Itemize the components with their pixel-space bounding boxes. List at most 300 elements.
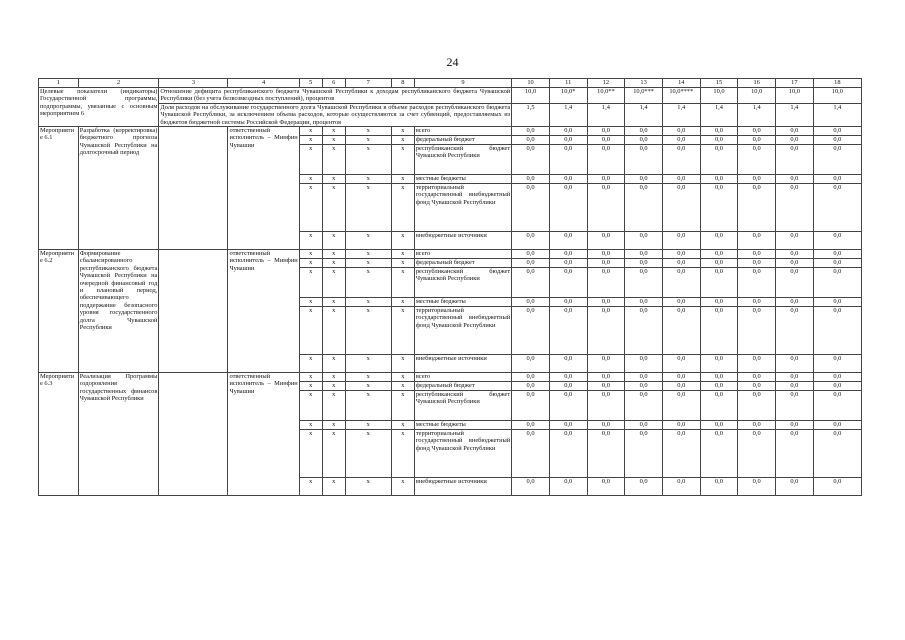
funding-value: 0,0: [813, 259, 861, 268]
funding-value: 0,0: [662, 307, 700, 355]
code-mark: x: [345, 373, 391, 382]
indicator-value: 1,4: [625, 103, 663, 126]
funding-value: 0,0: [776, 430, 814, 478]
code-mark: x: [391, 259, 414, 268]
code-mark: x: [345, 184, 391, 232]
column-number: 15: [700, 79, 738, 88]
funding-value: 0,0: [625, 298, 663, 307]
code-mark: x: [345, 307, 391, 355]
funding-value: 0,0: [813, 145, 861, 175]
code-mark: x: [322, 145, 345, 175]
header-row: [39, 79, 862, 88]
funding-value: 0,0: [776, 259, 814, 268]
funding-value: 0,0: [738, 145, 776, 175]
funding-value: 0,0: [625, 145, 663, 175]
funding-value: 0,0: [776, 307, 814, 355]
funding-value: 0,0: [813, 127, 861, 136]
funding-source: местные бюджеты: [414, 175, 511, 184]
code-mark: x: [322, 184, 345, 232]
funding-source: федеральный бюджет: [414, 136, 511, 145]
funding-value: 0,0: [625, 175, 663, 184]
funding-value: 0,0: [700, 430, 738, 478]
funding-value: 0,0: [700, 391, 738, 421]
funding-value: 0,0: [662, 259, 700, 268]
funding-value: 0,0: [700, 355, 738, 373]
funding-value: 0,0: [512, 175, 550, 184]
funding-value: 0,0: [700, 250, 738, 259]
code-mark: x: [345, 232, 391, 250]
funding-value: 0,0: [776, 478, 814, 496]
funding-value: 0,0: [700, 232, 738, 250]
funding-value: 0,0: [813, 268, 861, 298]
funding-value: 0,0: [587, 184, 625, 232]
empty-cell: [159, 373, 228, 496]
funding-value: 0,0: [512, 373, 550, 382]
funding-value: 0,0: [700, 421, 738, 430]
code-mark: x: [299, 391, 322, 421]
funding-source: местные бюджеты: [414, 298, 511, 307]
funding-value: 0,0: [813, 232, 861, 250]
funding-source: всего: [414, 250, 511, 259]
event-name: Формирование сбалансированного республиканского бюджета Чувашской Республики на очередной финансовый год и плановый период, обеспечивающего поддержание безопасного уровня государственного долга Чувашской Республики: [78, 250, 159, 373]
column-number: 6: [322, 79, 345, 88]
code-mark: x: [391, 421, 414, 430]
funding-value: 0,0: [512, 382, 550, 391]
funding-value: 0,0: [813, 250, 861, 259]
code-mark: x: [345, 391, 391, 421]
funding-value: 0,0: [549, 430, 587, 478]
code-mark: x: [322, 355, 345, 373]
funding-source: территориальный государственный внебюджетный фонд Чувашской Республики: [414, 184, 511, 232]
funding-value: 0,0: [738, 259, 776, 268]
funding-value: 0,0: [738, 430, 776, 478]
funding-value: 0,0: [662, 184, 700, 232]
funding-value: 0,0: [662, 175, 700, 184]
funding-value: 0,0: [813, 184, 861, 232]
event-label: Мероприятие 6.3: [39, 373, 79, 496]
code-mark: x: [322, 421, 345, 430]
funding-source: республиканский бюджет Чувашской Республики: [414, 145, 511, 175]
funding-value: 0,0: [662, 145, 700, 175]
code-mark: x: [345, 250, 391, 259]
code-mark: x: [299, 382, 322, 391]
code-mark: x: [322, 127, 345, 136]
funding-value: 0,0: [587, 232, 625, 250]
column-number: 17: [776, 79, 814, 88]
funding-value: 0,0: [700, 175, 738, 184]
indicator-value: 1,4: [549, 103, 587, 126]
column-number: 12: [587, 79, 625, 88]
indicator-value: 10,0: [776, 88, 814, 104]
column-number: 8: [391, 79, 414, 88]
funding-source: федеральный бюджет: [414, 259, 511, 268]
empty-cell: [159, 127, 228, 250]
funding-value: 0,0: [625, 259, 663, 268]
funding-value: 0,0: [587, 391, 625, 421]
funding-value: 0,0: [512, 391, 550, 421]
funding-value: 0,0: [662, 298, 700, 307]
funding-value: 0,0: [625, 421, 663, 430]
funding-value: 0,0: [738, 298, 776, 307]
funding-source: внебюджетные источники: [414, 478, 511, 496]
code-mark: x: [322, 268, 345, 298]
funding-value: 0,0: [776, 250, 814, 259]
indicator-value: 10,0***: [625, 88, 663, 104]
funding-value: 0,0: [776, 232, 814, 250]
code-mark: x: [299, 298, 322, 307]
column-number: 9: [414, 79, 511, 88]
column-number: 7: [345, 79, 391, 88]
indicator-value: 10,0: [512, 88, 550, 104]
funding-value: 0,0: [512, 259, 550, 268]
funding-source: территориальный государственный внебюджетный фонд Чувашской Республики: [414, 307, 511, 355]
code-mark: x: [299, 259, 322, 268]
funding-value: 0,0: [549, 307, 587, 355]
code-mark: x: [391, 175, 414, 184]
column-number: 5: [299, 79, 322, 88]
funding-value: 0,0: [512, 430, 550, 478]
funding-value: 0,0: [776, 355, 814, 373]
funding-value: 0,0: [738, 268, 776, 298]
indicator-value: 1,4: [776, 103, 814, 126]
column-number: 10: [512, 79, 550, 88]
funding-value: 0,0: [625, 382, 663, 391]
funding-value: 0,0: [813, 430, 861, 478]
event-executor: ответственный исполнитель – Минфин Чувашии: [228, 373, 299, 496]
funding-value: 0,0: [776, 382, 814, 391]
event-label: Мероприятие 6.2: [39, 250, 79, 373]
indicator-value: 1,4: [662, 103, 700, 126]
code-mark: x: [322, 175, 345, 184]
funding-value: 0,0: [700, 145, 738, 175]
funding-value: 0,0: [549, 478, 587, 496]
code-mark: x: [345, 355, 391, 373]
code-mark: x: [299, 478, 322, 496]
funding-value: 0,0: [512, 421, 550, 430]
funding-value: 0,0: [587, 421, 625, 430]
funding-value: 0,0: [587, 382, 625, 391]
funding-value: 0,0: [738, 184, 776, 232]
indicator-value: 1,4: [700, 103, 738, 126]
funding-row: [39, 127, 862, 136]
funding-value: 0,0: [813, 355, 861, 373]
funding-value: 0,0: [738, 373, 776, 382]
funding-value: 0,0: [813, 136, 861, 145]
funding-value: 0,0: [738, 382, 776, 391]
code-mark: x: [322, 259, 345, 268]
funding-value: 0,0: [738, 355, 776, 373]
code-mark: x: [391, 430, 414, 478]
code-mark: x: [299, 250, 322, 259]
funding-value: 0,0: [662, 268, 700, 298]
funding-value: 0,0: [549, 298, 587, 307]
indicator-value: 10,0*: [549, 88, 587, 104]
funding-value: 0,0: [813, 421, 861, 430]
code-mark: x: [299, 307, 322, 355]
column-number: 2: [78, 79, 159, 88]
funding-value: 0,0: [549, 259, 587, 268]
funding-value: 0,0: [587, 250, 625, 259]
indicator-value: 1,4: [813, 103, 861, 126]
funding-value: 0,0: [776, 268, 814, 298]
funding-value: 0,0: [662, 136, 700, 145]
funding-value: 0,0: [662, 391, 700, 421]
funding-source: республиканский бюджет Чувашской Республики: [414, 268, 511, 298]
code-mark: x: [299, 145, 322, 175]
funding-source: федеральный бюджет: [414, 382, 511, 391]
code-mark: x: [391, 478, 414, 496]
code-mark: x: [345, 175, 391, 184]
funding-value: 0,0: [512, 184, 550, 232]
funding-value: 0,0: [512, 355, 550, 373]
funding-value: 0,0: [512, 145, 550, 175]
funding-value: 0,0: [625, 307, 663, 355]
funding-value: 0,0: [625, 184, 663, 232]
funding-value: 0,0: [813, 298, 861, 307]
funding-value: 0,0: [813, 175, 861, 184]
funding-value: 0,0: [662, 127, 700, 136]
funding-value: 0,0: [738, 250, 776, 259]
funding-value: 0,0: [662, 355, 700, 373]
funding-row: [39, 373, 862, 382]
column-number: 13: [625, 79, 663, 88]
funding-value: 0,0: [587, 136, 625, 145]
funding-value: 0,0: [587, 355, 625, 373]
code-mark: x: [391, 184, 414, 232]
funding-value: 0,0: [587, 127, 625, 136]
indicator-value: 10,0: [813, 88, 861, 104]
funding-source: внебюджетные источники: [414, 232, 511, 250]
code-mark: x: [345, 259, 391, 268]
code-mark: x: [299, 232, 322, 250]
code-mark: x: [299, 373, 322, 382]
funding-value: 0,0: [587, 145, 625, 175]
funding-value: 0,0: [587, 373, 625, 382]
code-mark: x: [391, 307, 414, 355]
code-mark: x: [391, 391, 414, 421]
funding-source: внебюджетные источники: [414, 355, 511, 373]
indicator-value: 10,0: [738, 88, 776, 104]
code-mark: x: [299, 184, 322, 232]
indicator-name: Отношение дефицита республиканского бюджета Чувашской Республики к доходам республиканского бюджета Чувашской Республики (без учета безвозмездных поступлений), процентов: [160, 88, 511, 103]
code-mark: x: [391, 145, 414, 175]
code-mark: x: [391, 298, 414, 307]
column-number: 14: [662, 79, 700, 88]
funding-value: 0,0: [625, 250, 663, 259]
funding-value: 0,0: [625, 391, 663, 421]
funding-value: 0,0: [625, 268, 663, 298]
funding-value: 0,0: [700, 478, 738, 496]
page-number: 24: [446, 55, 459, 69]
funding-value: 0,0: [813, 391, 861, 421]
funding-source: местные бюджеты: [414, 421, 511, 430]
code-mark: x: [391, 136, 414, 145]
funding-value: 0,0: [700, 127, 738, 136]
program-table: [38, 78, 862, 496]
code-mark: x: [322, 298, 345, 307]
code-mark: x: [299, 127, 322, 136]
code-mark: x: [345, 145, 391, 175]
funding-value: 0,0: [587, 478, 625, 496]
funding-value: 0,0: [662, 421, 700, 430]
funding-value: 0,0: [700, 184, 738, 232]
funding-value: 0,0: [700, 268, 738, 298]
funding-value: 0,0: [738, 421, 776, 430]
column-number: 1: [39, 79, 79, 88]
funding-value: 0,0: [512, 232, 550, 250]
indicator-value: 10,0: [700, 88, 738, 104]
funding-value: 0,0: [512, 127, 550, 136]
code-mark: x: [391, 355, 414, 373]
empty-cell: [159, 250, 228, 373]
funding-value: 0,0: [549, 127, 587, 136]
funding-value: 0,0: [662, 232, 700, 250]
event-name: Реализация Программы оздоровления государственных финансов Чувашской Республики: [78, 373, 159, 496]
funding-value: 0,0: [587, 175, 625, 184]
funding-source: территориальный государственный внебюджетный фонд Чувашской Республики: [414, 430, 511, 478]
funding-value: 0,0: [738, 136, 776, 145]
code-mark: x: [322, 391, 345, 421]
funding-value: 0,0: [625, 127, 663, 136]
funding-value: 0,0: [662, 430, 700, 478]
indicator-value: 1,5: [512, 103, 550, 126]
funding-row: [39, 250, 862, 259]
event-label: Мероприятие 6.1: [39, 127, 79, 250]
indicator-value: 10,0**: [587, 88, 625, 104]
funding-value: 0,0: [738, 478, 776, 496]
code-mark: x: [322, 478, 345, 496]
code-mark: x: [322, 430, 345, 478]
code-mark: x: [391, 232, 414, 250]
funding-value: 0,0: [700, 373, 738, 382]
funding-source: республиканский бюджет Чувашской Республики: [414, 391, 511, 421]
indicator-row: [39, 103, 862, 126]
funding-value: 0,0: [549, 355, 587, 373]
funding-value: 0,0: [512, 307, 550, 355]
event-name: Разработка (корректировка) бюджетного прогноза Чувашской Республики на долгосрочный период: [78, 127, 159, 250]
funding-value: 0,0: [625, 373, 663, 382]
column-number: 16: [738, 79, 776, 88]
funding-value: 0,0: [738, 232, 776, 250]
column-number: 4: [228, 79, 299, 88]
code-mark: x: [345, 127, 391, 136]
funding-value: 0,0: [512, 298, 550, 307]
funding-value: 0,0: [549, 232, 587, 250]
funding-value: 0,0: [549, 145, 587, 175]
funding-value: 0,0: [625, 478, 663, 496]
code-mark: x: [299, 136, 322, 145]
funding-source: всего: [414, 373, 511, 382]
event-executor: ответственный исполнитель – Минфин Чувашии: [228, 127, 299, 250]
funding-value: 0,0: [700, 298, 738, 307]
code-mark: x: [322, 250, 345, 259]
funding-value: 0,0: [738, 127, 776, 136]
column-number: 3: [159, 79, 228, 88]
code-mark: x: [322, 382, 345, 391]
funding-value: 0,0: [776, 421, 814, 430]
funding-value: 0,0: [549, 268, 587, 298]
funding-value: 0,0: [738, 175, 776, 184]
indicator-row: [39, 88, 862, 104]
funding-value: 0,0: [625, 355, 663, 373]
funding-value: 0,0: [549, 250, 587, 259]
code-mark: x: [299, 175, 322, 184]
funding-value: 0,0: [776, 127, 814, 136]
column-number: 11: [549, 79, 587, 88]
funding-value: 0,0: [813, 382, 861, 391]
indicator-name: Доля расходов на обслуживание государственного долга Чувашской Республики в объеме расходов республиканского бюджета Чувашской Республики, за исключением объема расходов, которые осуществляются за счет субвенций, предоставляемых из бюджетов бюджетной системы Российской Федерации, процентов: [160, 103, 511, 126]
funding-value: 0,0: [549, 136, 587, 145]
funding-value: 0,0: [625, 232, 663, 250]
funding-value: 0,0: [700, 382, 738, 391]
funding-value: 0,0: [625, 430, 663, 478]
funding-value: 0,0: [662, 478, 700, 496]
funding-value: 0,0: [662, 373, 700, 382]
funding-value: 0,0: [813, 307, 861, 355]
funding-value: 0,0: [549, 391, 587, 421]
funding-value: 0,0: [776, 145, 814, 175]
funding-value: 0,0: [549, 373, 587, 382]
code-mark: x: [345, 382, 391, 391]
funding-value: 0,0: [549, 175, 587, 184]
funding-value: 0,0: [549, 382, 587, 391]
code-mark: x: [391, 373, 414, 382]
funding-value: 0,0: [512, 268, 550, 298]
funding-value: 0,0: [813, 478, 861, 496]
code-mark: x: [345, 136, 391, 145]
funding-value: 0,0: [776, 175, 814, 184]
column-number: 18: [813, 79, 861, 88]
funding-value: 0,0: [738, 391, 776, 421]
code-mark: x: [299, 268, 322, 298]
funding-value: 0,0: [813, 373, 861, 382]
code-mark: x: [322, 307, 345, 355]
funding-value: 0,0: [587, 430, 625, 478]
funding-value: 0,0: [512, 136, 550, 145]
funding-value: 0,0: [512, 478, 550, 496]
funding-value: 0,0: [700, 259, 738, 268]
code-mark: x: [345, 298, 391, 307]
funding-value: 0,0: [776, 298, 814, 307]
code-mark: x: [345, 421, 391, 430]
code-mark: x: [345, 478, 391, 496]
funding-value: 0,0: [549, 421, 587, 430]
funding-value: 0,0: [625, 136, 663, 145]
funding-value: 0,0: [587, 259, 625, 268]
funding-source: всего: [414, 127, 511, 136]
code-mark: x: [391, 250, 414, 259]
indicator-value: 1,4: [738, 103, 776, 126]
funding-value: 0,0: [512, 250, 550, 259]
code-mark: x: [322, 373, 345, 382]
funding-value: 0,0: [776, 373, 814, 382]
indicator-value: 1,4: [587, 103, 625, 126]
funding-value: 0,0: [587, 307, 625, 355]
code-mark: x: [299, 430, 322, 478]
funding-value: 0,0: [587, 268, 625, 298]
funding-value: 0,0: [776, 184, 814, 232]
indicators-label: Целевые показатели (индикаторы) Государственной программы, подпрограммы, увязанные с основным мероприятием 6: [39, 88, 159, 127]
code-mark: x: [345, 430, 391, 478]
code-mark: x: [391, 268, 414, 298]
code-mark: x: [322, 232, 345, 250]
funding-value: 0,0: [776, 391, 814, 421]
funding-value: 0,0: [662, 250, 700, 259]
funding-value: 0,0: [776, 136, 814, 145]
funding-value: 0,0: [700, 136, 738, 145]
funding-value: 0,0: [662, 382, 700, 391]
funding-value: 0,0: [738, 307, 776, 355]
